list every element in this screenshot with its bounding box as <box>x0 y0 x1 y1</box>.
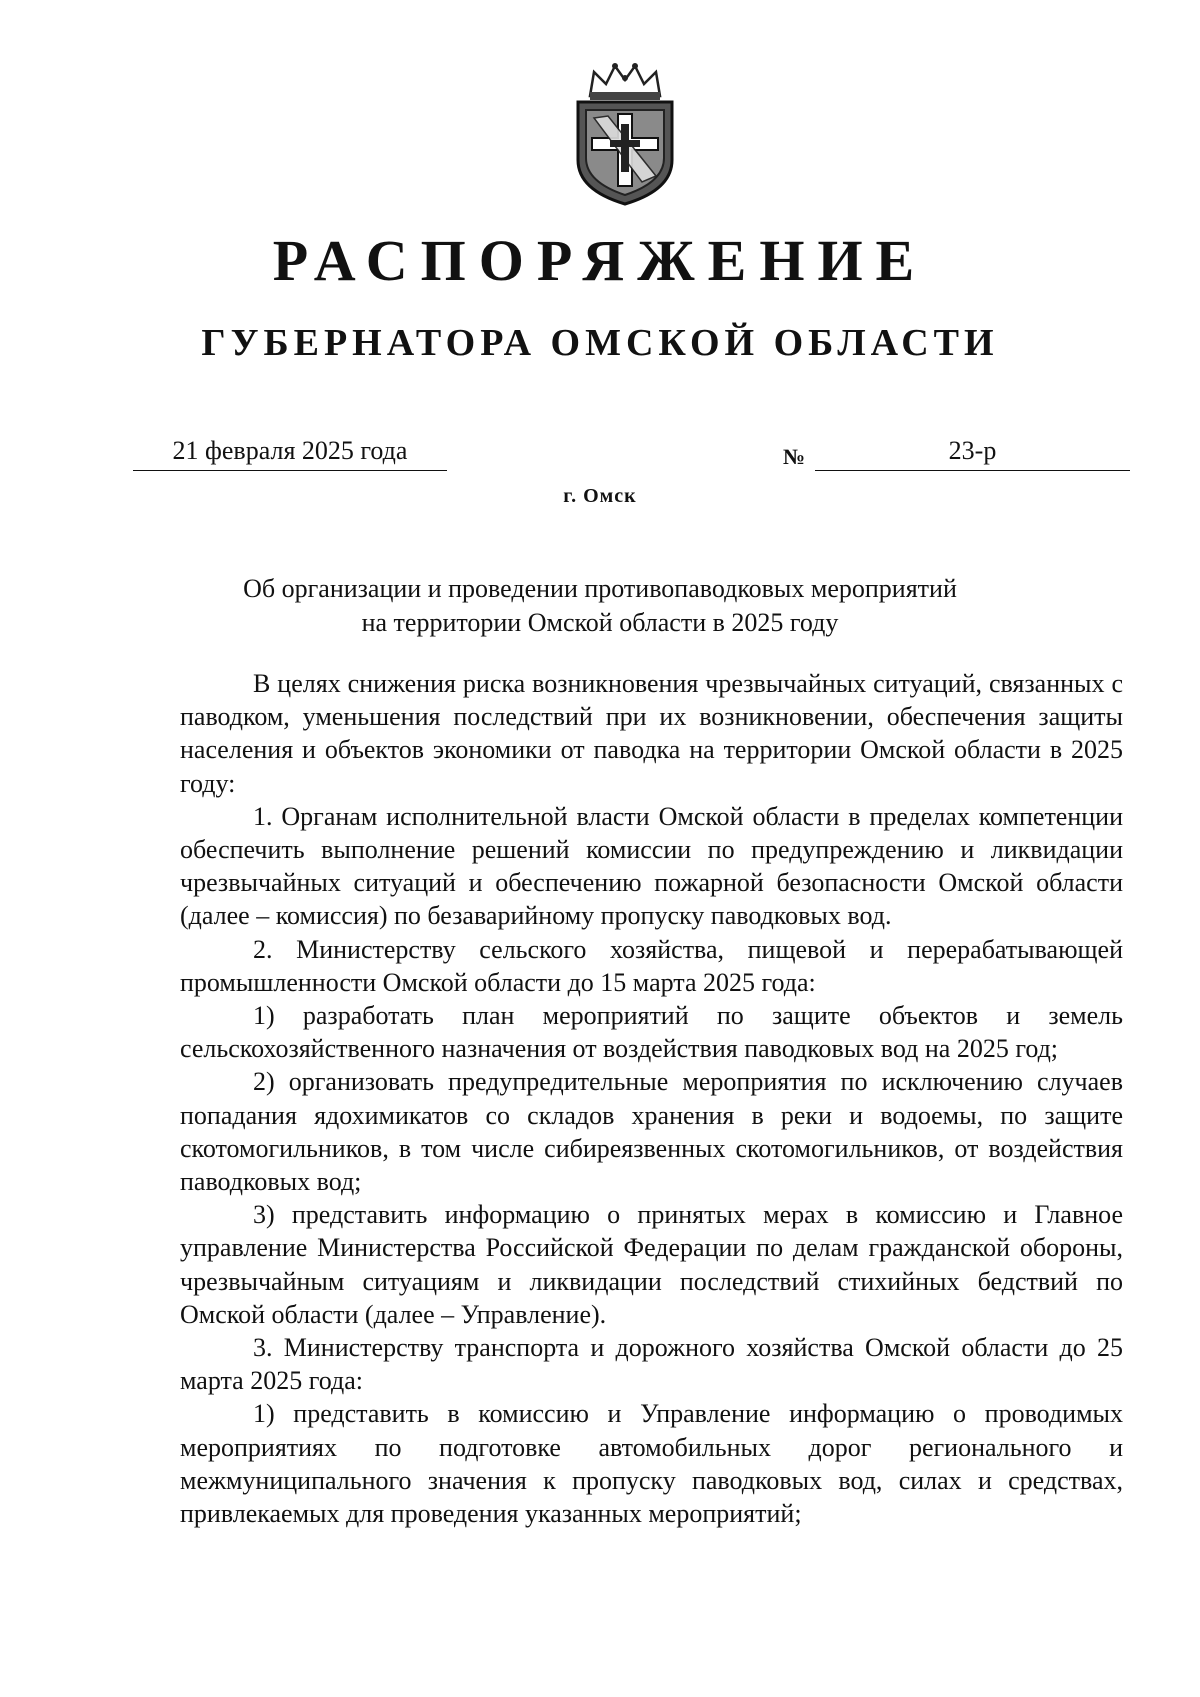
paragraph-item-2-2: 2) организовать предупредительные мероприятия по исключению случаев попадания ядохимикатов со складов хранения в реки и водоемы, по защите скотомогильников, в том числе сибиреязвенных скотомогильников, от воздействия паводковых вод; <box>180 1067 1123 1197</box>
document-city: г. Омск <box>563 485 637 507</box>
omsk-region-coat-of-arms-icon <box>560 58 690 208</box>
number-label: № <box>783 444 806 469</box>
paragraph-preamble: В целях снижения риска возникновения чрезвычайных ситуаций, связанных с паводком, уменьшения последствий при их возникновении, обеспечения защиты населения и объектов экономики от паводка на территории Омской области в 2025 году: <box>180 669 1123 798</box>
document-title: РАСПОРЯЖЕНИЕ <box>272 228 928 293</box>
paragraph-item-2-1: 1) разработать план мероприятий по защите объектов и земель сельскохозяйственного назначения от воздействия паводковых вод на 2025 год; <box>180 1001 1123 1064</box>
document-date: 21 февраля 2025 года <box>172 436 408 465</box>
paragraph-item-3: 3. Министерству транспорта и дорожного хозяйства Омской области до 25 марта 2025 года: <box>180 1333 1123 1396</box>
paragraph-item-2-3: 3) представить информацию о принятых мерах в комиссию и Главное управление Министерства Российской Федерации по делам гражданской обороны, чрезвычайным ситуациям и ликвидации последствий стихийных бедствий по Омской области (далее – Управление). <box>180 1200 1123 1329</box>
document-subtitle: ГУБЕРНАТОРА ОМСКОЙ ОБЛАСТИ <box>201 322 999 364</box>
paragraph-item-2: 2. Министерству сельского хозяйства, пищевой и перерабатывающей промышленности Омской области до 15 марта 2025 года: <box>180 934 1123 997</box>
paragraph-item-3-1: 1) представить в комиссию и Управление информацию о проводимых мероприятиях по подготовке автомобильных дорог регионального и межмуниципального значения к пропуску паводковых вод, силах и средствах, привлекаемых для проведения указанных мероприятий; <box>180 1399 1123 1529</box>
document-heading <box>0 572 1200 640</box>
heading-line-1: Об организации и проведении противопаводковых мероприятий <box>243 574 957 603</box>
document-body <box>180 667 1123 1530</box>
number-underline <box>815 470 1130 471</box>
paragraph-item-1: 1. Органам исполнительной власти Омской области в пределах компетенции обеспечить выполнение решений комиссии по предупреждению и ликвидации чрезвычайных ситуаций и обеспечению пожарной безопасности Омской области (далее – комиссия) по безаварийному пропуску паводковых вод. <box>180 801 1123 931</box>
date-underline <box>133 470 447 471</box>
document-number: 23-р <box>948 436 997 465</box>
heading-line-2: на территории Омской области в 2025 году <box>361 608 839 637</box>
